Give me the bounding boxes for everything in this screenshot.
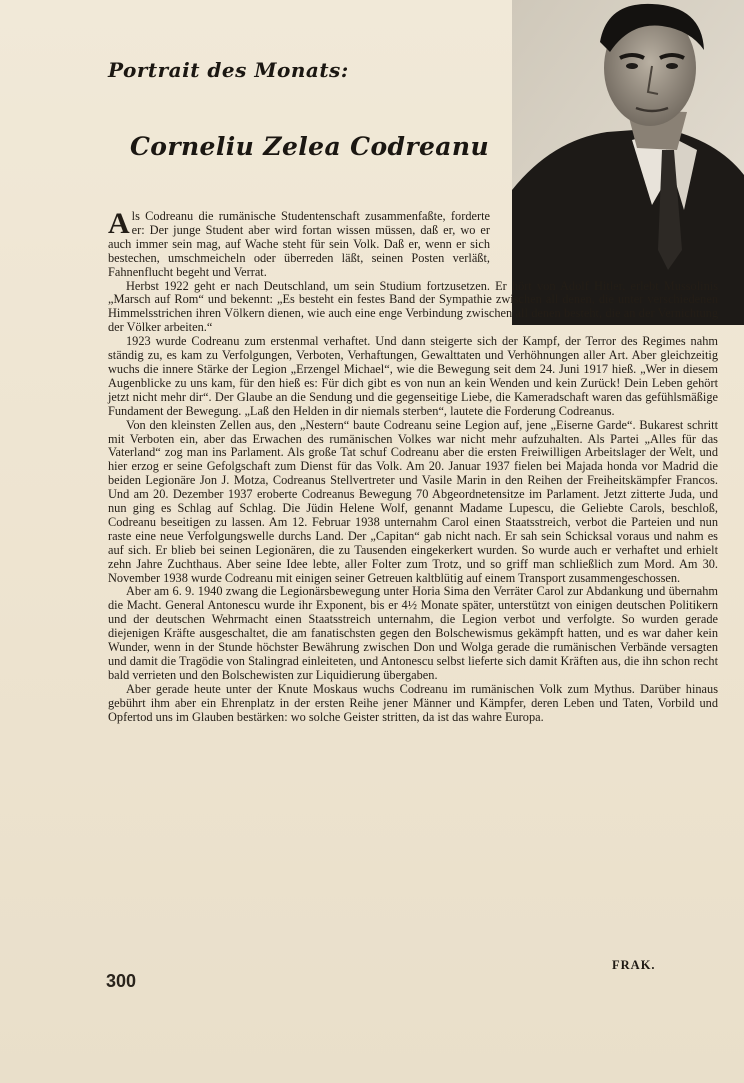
paragraph-1	[108, 207, 490, 280]
paragraph-1-text: ls Codreanu die rumänische Studentenschaft zusammenfaßte, forderte er: Der junge Student aber wird fortan wissen müssen, daß er, wo er auch immer sein mag, auf Wache steht für sein Volk. Daß er, wenn er sich bestechen, umschmeicheln oder überreden läßt, seinen Posten verläßt, Fahnenflucht begeht und Verrat.	[108, 209, 490, 279]
paragraph-3: 1923 wurde Codreanu zum erstenmal verhaftet. Und dann steigerte sich der Kampf, der Terror des Regimes nahm ständig zu, es kam zu Verfolgungen, Verboten, Verhaftungen, Gewalttaten und Verhöhnungen aller Art. Aber gleichzeitig wuchs die innere Stärke der Legion „Erzengel Michael“, wie die Bewegung seit dem 24. Juni 1917 hieß. „Wer in diesem Augenblicke zu uns kam, für den hieß es: Für dich gibt es von nun an kein Wenden und kein Zurück! Dein Leben gehört jetzt nicht mehr dir“. Der Glaube an die Sendung und die gegenseitige Liebe, die Kameradschaft waren das gefühlsmäßige Fundament der Bewegung. „Laß den Helden in dir niemals sterben“, lautete die Forderung Codreanus.	[108, 334, 718, 418]
section-kicker: Portrait des Monats:	[108, 58, 349, 82]
paragraph-4: Von den kleinsten Zellen aus, den „Nestern“ baute Codreanu seine Legion auf, jene „Eiserne Garde“. Bukarest schritt mit Verboten ein, aber das Erwachen des rumänischen Volkes war nicht mehr aufzuhalten. Als Partei „Alles für das Vaterland“ zog man ins Parlament. Als große Tat schuf Codreanu aber die ersten Freiwilligen Arbeitslager der Welt, und hier erzog er seine Gefolgschaft zum Dienst für das Volk. Am 20. Januar 1937 fielen bei Majada honda vor Madrid die beiden Legionäre Jon J. Motza, Codreanus Stellvertreter und Vasile Marin in den Reihen der Freiheitskämpfer Francos. Und am 20. Dezember 1937 eroberte Codreanus Bewegung 70 Abgeordnetensitze im Parlament. Jetzt zitterte Juda, und nun ging es Schlag auf Schlag. Die Jüdin Helene Wolf, genannt Madame Lupescu, die Geliebte Carols, beschloß, Codreanu beseitigen zu lassen. Am 12. Februar 1938 unternahm Carol einen Staatsstreich, verbot die Parteien und nun raste eine neue Verfolgungswelle durchs Land. Der „Capitan“ gab nicht nach. Er sah sein Schicksal voraus und nahm es auf sich. Er blieb bei seinen Legionären, die zu Tausenden eingekerkert wurden. So wurde auch er verhaftet und erhielt zehn Jahre Zuchthaus. Aber seine Idee lebte, aller Folter zum Trotz, und so griff man schließlich zum Mord. Am 30. November 1938 wurde Codreanu mit einigen seiner Getreuen kaltblütig auf einem Transport zusammengeschossen.	[108, 417, 718, 585]
drop-cap: A	[108, 207, 130, 240]
paragraph-6: Aber gerade heute unter der Knute Moskaus wuchs Codreanu im rumänischen Volk zum Mythus. Darüber hinaus gebührt ihm aber ein Ehrenplatz in der ersten Reihe jener Männer und Kämpfer, deren Leben und Taten, Vorbild und Opfertod uns im Glauben bestärken: wo solche Geister stritten, da ist das wahre Europa.	[108, 681, 718, 724]
author-signature: FRAK.	[612, 958, 656, 972]
paragraph-5: Aber am 6. 9. 1940 zwang die Legionärsbewegung unter Horia Sima den Verräter Carol zur Abdankung und übernahm die Macht. General Antonescu wurde ihr Exponent, bis er 4½ Monate später, unterstützt von einigen deutschen Politikern und der deutschen Wehrmacht einen Staatsstreich unternahm, die Legion verbot und verfolgte. So wurden gerade diejenigen Kräfte ausgeschaltet, die am fanatischsten gegen den Bolschewismus gekämpft hatten, und es war daher kein Wunder, wenn in der Stunde höchster Bewährung zwischen Don und Wolga gerade die rumänischen Verbände versagten und damit die Tragödie von Stalingrad einleiteten, und Antonescu selbst lieferte sich damit Kräften aus, die ihn schon recht bald verrieten und den Bolschewisten zur Liquidierung übergaben.	[108, 584, 718, 682]
article-title: Corneliu Zelea Codreanu	[130, 132, 490, 161]
article-body	[108, 207, 718, 725]
page-number: 300	[106, 971, 137, 991]
paragraph-2: Herbst 1922 geht er nach Deutschland, um sein Studium fortzusetzen. Er hört von Adolf Hitler, erlebt Mussolinis „Marsch auf Rom“ und bekennt: „Es besteht ein festes Band der Sympathie zwischen all denen, die unter verschiedenen Himmelsstrichen ihren Völkern dienen, wie auch eine enge Verbindung zwischen all denen besteht, die an der Vernichtung der Völker arbeiten.“	[108, 278, 718, 335]
